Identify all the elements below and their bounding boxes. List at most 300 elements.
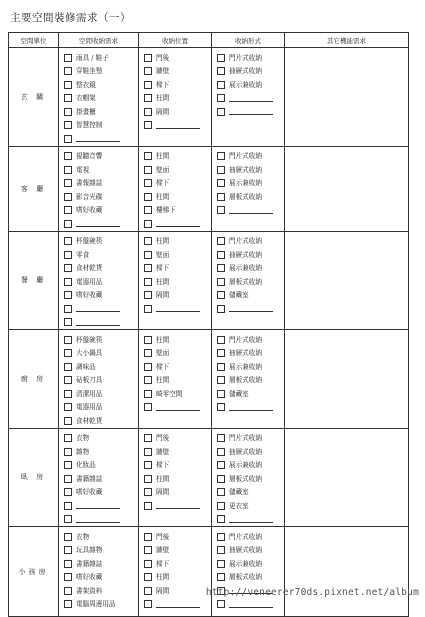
- checkbox-icon[interactable]: [144, 305, 152, 313]
- option-label: 樑下: [156, 559, 170, 568]
- checkbox-option[interactable]: [217, 150, 284, 164]
- checkbox-icon[interactable]: [64, 587, 72, 595]
- option-label: 展示兼收納: [229, 80, 262, 89]
- checkbox-icon[interactable]: [217, 67, 225, 75]
- forms-cell: [212, 146, 285, 231]
- checkbox-icon[interactable]: [64, 179, 72, 187]
- checkbox-option[interactable]: [144, 51, 211, 65]
- checkbox-icon[interactable]: [64, 305, 72, 313]
- checkbox-option[interactable]: [217, 105, 284, 119]
- blank-fill-line[interactable]: [229, 95, 273, 102]
- checkbox-icon[interactable]: [144, 94, 152, 102]
- option-label: 抽屜式收納: [229, 546, 262, 555]
- checkbox-icon[interactable]: [144, 488, 152, 496]
- checkbox-icon[interactable]: [217, 448, 225, 456]
- option-label: 書報雜誌: [76, 179, 103, 188]
- checkbox-icon[interactable]: [144, 573, 152, 581]
- table-body: [9, 48, 409, 617]
- checkbox-icon[interactable]: [144, 67, 152, 75]
- checkbox-option[interactable]: [217, 387, 284, 401]
- checkbox-icon[interactable]: [64, 417, 72, 425]
- checkbox-option[interactable]: [144, 499, 211, 513]
- checkbox-icon[interactable]: [144, 81, 152, 89]
- checkbox-option[interactable]: [64, 414, 138, 428]
- checkbox-option[interactable]: [64, 333, 138, 347]
- checkbox-option[interactable]: [217, 92, 284, 106]
- checkbox-option[interactable]: [217, 190, 284, 204]
- checkbox-option[interactable]: [217, 530, 284, 544]
- checkbox-icon[interactable]: [64, 488, 72, 496]
- checkbox-icon[interactable]: [64, 515, 72, 523]
- checkbox-option[interactable]: [64, 459, 138, 473]
- blank-fill-line[interactable]: [156, 502, 200, 509]
- checkbox-option[interactable]: [64, 486, 138, 500]
- checkbox-option[interactable]: [144, 92, 211, 106]
- option-label: 嗜好收藏: [76, 488, 103, 497]
- checkbox-icon[interactable]: [64, 573, 72, 581]
- checkbox-option[interactable]: [217, 51, 284, 65]
- option-label: 層板式收納: [229, 474, 262, 483]
- checkbox-option[interactable]: [144, 177, 211, 191]
- checkbox-icon[interactable]: [64, 94, 72, 102]
- checkbox-option[interactable]: [144, 333, 211, 347]
- checkbox-icon[interactable]: [217, 278, 225, 286]
- checkbox-icon[interactable]: [64, 81, 72, 89]
- checkbox-icon[interactable]: [217, 363, 225, 371]
- checkbox-icon[interactable]: [217, 237, 225, 245]
- checkbox-icon[interactable]: [64, 237, 72, 245]
- option-label: 杯盤碗筷: [76, 237, 103, 246]
- checkbox-icon[interactable]: [64, 121, 72, 129]
- checkbox-icon[interactable]: [64, 475, 72, 483]
- checkbox-option[interactable]: [64, 204, 138, 218]
- checkbox-icon[interactable]: [64, 363, 72, 371]
- checkbox-option[interactable]: [64, 360, 138, 374]
- checkbox-option[interactable]: [64, 190, 138, 204]
- checkbox-option[interactable]: [217, 432, 284, 446]
- checkbox-option[interactable]: [144, 65, 211, 79]
- checkbox-icon[interactable]: [217, 573, 225, 581]
- room-name: 客 廳: [9, 146, 59, 231]
- checkbox-icon[interactable]: [217, 305, 225, 313]
- checkbox-icon[interactable]: [144, 121, 152, 129]
- checkbox-icon[interactable]: [64, 560, 72, 568]
- checkbox-option[interactable]: [64, 132, 138, 146]
- header-row: [9, 33, 409, 48]
- checkbox-option[interactable]: [64, 347, 138, 361]
- checkbox-icon[interactable]: [64, 403, 72, 411]
- checkbox-icon[interactable]: [217, 475, 225, 483]
- checkbox-option[interactable]: [144, 530, 211, 544]
- checkbox-option[interactable]: [64, 248, 138, 262]
- checkbox-icon[interactable]: [217, 54, 225, 62]
- checkbox-icon[interactable]: [217, 403, 225, 411]
- checkbox-icon[interactable]: [217, 533, 225, 541]
- checkbox-option[interactable]: [64, 571, 138, 585]
- option-label: 嗜好收藏: [76, 206, 103, 215]
- forms-cell: [212, 231, 285, 330]
- checkbox-icon[interactable]: [64, 152, 72, 160]
- option-label: 電器用品: [76, 403, 103, 412]
- checkbox-option[interactable]: [144, 262, 211, 276]
- checkbox-icon[interactable]: [144, 152, 152, 160]
- checkbox-icon[interactable]: [64, 54, 72, 62]
- checkbox-icon[interactable]: [217, 81, 225, 89]
- other-functions-cell[interactable]: [285, 231, 409, 330]
- blank-fill-line[interactable]: [76, 220, 120, 227]
- checkbox-option[interactable]: [144, 584, 211, 598]
- checkbox-icon[interactable]: [144, 291, 152, 299]
- blank-fill-line[interactable]: [156, 305, 200, 312]
- checkbox-icon[interactable]: [144, 108, 152, 116]
- checkbox-option[interactable]: [64, 51, 138, 65]
- section-row: [9, 48, 409, 147]
- checkbox-icon[interactable]: [144, 336, 152, 344]
- option-label: 門後: [156, 532, 170, 541]
- checkbox-option[interactable]: [144, 248, 211, 262]
- checkbox-option[interactable]: [144, 472, 211, 486]
- checkbox-icon[interactable]: [144, 461, 152, 469]
- checkbox-icon[interactable]: [217, 206, 225, 214]
- room-name: 玄 關: [9, 48, 59, 147]
- option-label: 抽屜式收納: [229, 447, 262, 456]
- checkbox-icon[interactable]: [144, 206, 152, 214]
- option-label: 柱間: [156, 335, 170, 344]
- option-label: 隔間: [156, 586, 170, 595]
- checkbox-icon[interactable]: [64, 390, 72, 398]
- checkbox-option[interactable]: [217, 275, 284, 289]
- checkbox-option[interactable]: [144, 387, 211, 401]
- checkbox-option[interactable]: [217, 486, 284, 500]
- checkbox-option[interactable]: [217, 65, 284, 79]
- option-label: 儲藏室: [229, 291, 249, 300]
- checkbox-option[interactable]: [64, 163, 138, 177]
- blank-fill-line[interactable]: [156, 601, 200, 608]
- blank-fill-line[interactable]: [76, 135, 120, 142]
- checkbox-option[interactable]: [217, 544, 284, 558]
- checkbox-option[interactable]: [217, 499, 284, 513]
- checkbox-icon[interactable]: [64, 264, 72, 272]
- blank-fill-line[interactable]: [76, 502, 120, 509]
- checkbox-icon[interactable]: [217, 336, 225, 344]
- checkbox-icon[interactable]: [64, 600, 72, 608]
- option-label: 更衣室: [229, 501, 249, 510]
- checkbox-icon[interactable]: [64, 166, 72, 174]
- checkbox-icon[interactable]: [144, 278, 152, 286]
- option-label: 書架資料: [76, 586, 103, 595]
- forms-cell: [212, 527, 285, 617]
- blank-fill-line[interactable]: [229, 305, 273, 312]
- option-label: 牆壁: [156, 546, 170, 555]
- checkbox-option[interactable]: [217, 204, 284, 218]
- checkbox-option[interactable]: [217, 78, 284, 92]
- checkbox-icon[interactable]: [64, 108, 72, 116]
- checkbox-icon[interactable]: [144, 546, 152, 554]
- checkbox-option[interactable]: [64, 217, 138, 231]
- checkbox-icon[interactable]: [217, 546, 225, 554]
- positions-cell: [139, 527, 212, 617]
- checkbox-option[interactable]: [144, 544, 211, 558]
- checkbox-icon[interactable]: [64, 502, 72, 510]
- checkbox-option[interactable]: [217, 302, 284, 316]
- checkbox-option[interactable]: [64, 401, 138, 415]
- checkbox-icon[interactable]: [64, 533, 72, 541]
- checkbox-icon[interactable]: [64, 349, 72, 357]
- option-label: 零食: [76, 250, 90, 259]
- checkbox-icon[interactable]: [64, 336, 72, 344]
- checkbox-option[interactable]: [217, 445, 284, 459]
- checkbox-option[interactable]: [144, 360, 211, 374]
- checkbox-icon[interactable]: [217, 179, 225, 187]
- checkbox-option[interactable]: [217, 262, 284, 276]
- option-label: 展示兼收納: [229, 264, 262, 273]
- checkbox-option[interactable]: [64, 557, 138, 571]
- checkbox-icon[interactable]: [64, 448, 72, 456]
- checkbox-option[interactable]: [64, 387, 138, 401]
- checkbox-option[interactable]: [64, 530, 138, 544]
- checkbox-icon[interactable]: [217, 152, 225, 160]
- checkbox-option[interactable]: [217, 472, 284, 486]
- checkbox-icon[interactable]: [217, 376, 225, 384]
- option-label: 雜物: [76, 447, 90, 456]
- forms-cell: [212, 330, 285, 429]
- blank-fill-line[interactable]: [229, 207, 273, 214]
- checkbox-option[interactable]: [144, 486, 211, 500]
- checkbox-icon[interactable]: [64, 67, 72, 75]
- blank-fill-line[interactable]: [229, 404, 273, 411]
- checkbox-icon[interactable]: [217, 600, 225, 608]
- checkbox-icon[interactable]: [64, 546, 72, 554]
- checkbox-option[interactable]: [217, 235, 284, 249]
- checkbox-icon[interactable]: [64, 220, 72, 228]
- checkbox-icon[interactable]: [64, 251, 72, 259]
- option-label: 層板式收納: [229, 277, 262, 286]
- checkbox-icon[interactable]: [64, 318, 72, 326]
- checkbox-icon[interactable]: [64, 291, 72, 299]
- checkbox-icon[interactable]: [144, 237, 152, 245]
- checkbox-icon[interactable]: [217, 108, 225, 116]
- checkbox-icon[interactable]: [217, 251, 225, 259]
- option-label: 抽屜式收納: [229, 67, 262, 76]
- checkbox-icon[interactable]: [64, 376, 72, 384]
- checkbox-icon[interactable]: [64, 461, 72, 469]
- checkbox-icon[interactable]: [144, 434, 152, 442]
- checkbox-icon[interactable]: [144, 448, 152, 456]
- checkbox-option[interactable]: [144, 459, 211, 473]
- checkbox-icon[interactable]: [144, 376, 152, 384]
- checkbox-option[interactable]: [64, 472, 138, 486]
- option-label: 影音光碟: [76, 192, 103, 201]
- checkbox-option[interactable]: [64, 302, 138, 316]
- option-label: 門片式收納: [229, 237, 262, 246]
- checkbox-icon[interactable]: [217, 349, 225, 357]
- checkbox-option[interactable]: [64, 92, 138, 106]
- blank-fill-line[interactable]: [156, 122, 200, 129]
- other-functions-cell[interactable]: [285, 428, 409, 527]
- checkbox-icon[interactable]: [217, 434, 225, 442]
- checkbox-icon[interactable]: [64, 206, 72, 214]
- checkbox-option[interactable]: [64, 235, 138, 249]
- blank-fill-line[interactable]: [229, 516, 273, 523]
- checkbox-option[interactable]: [217, 401, 284, 415]
- option-label: 層板式收納: [229, 573, 262, 582]
- checkbox-option[interactable]: [217, 571, 284, 585]
- option-label: 衣物: [76, 434, 90, 443]
- other-functions-cell[interactable]: [285, 146, 409, 231]
- checkbox-option[interactable]: [64, 65, 138, 79]
- checkbox-option[interactable]: [144, 557, 211, 571]
- checkbox-icon[interactable]: [217, 461, 225, 469]
- option-label: 門片式收納: [229, 53, 262, 62]
- checkbox-option[interactable]: [217, 557, 284, 571]
- checkbox-icon[interactable]: [144, 193, 152, 201]
- checkbox-option[interactable]: [217, 163, 284, 177]
- option-label: 電器用品: [76, 277, 103, 286]
- checkbox-option[interactable]: [64, 445, 138, 459]
- checkbox-icon[interactable]: [217, 515, 225, 523]
- checkbox-icon[interactable]: [144, 220, 152, 228]
- checkbox-option[interactable]: [64, 78, 138, 92]
- checkbox-icon[interactable]: [64, 135, 72, 143]
- other-functions-cell[interactable]: [285, 48, 409, 147]
- needs-cell: [59, 428, 139, 527]
- other-functions-cell[interactable]: [285, 527, 409, 617]
- checkbox-icon[interactable]: [144, 403, 152, 411]
- checkbox-option[interactable]: [64, 105, 138, 119]
- checkbox-icon[interactable]: [144, 349, 152, 357]
- checkbox-option[interactable]: [217, 513, 284, 527]
- checkbox-icon[interactable]: [217, 560, 225, 568]
- other-functions-cell[interactable]: [285, 330, 409, 429]
- checkbox-option[interactable]: [144, 119, 211, 133]
- checkbox-option[interactable]: [144, 150, 211, 164]
- checkbox-option[interactable]: [217, 459, 284, 473]
- blank-fill-line[interactable]: [76, 319, 120, 326]
- checkbox-option[interactable]: [217, 374, 284, 388]
- checkbox-icon[interactable]: [144, 54, 152, 62]
- checkbox-option[interactable]: [144, 374, 211, 388]
- checkbox-option[interactable]: [64, 544, 138, 558]
- checkbox-option[interactable]: [64, 150, 138, 164]
- option-label: 柱間: [156, 192, 170, 201]
- checkbox-icon[interactable]: [144, 264, 152, 272]
- checkbox-icon[interactable]: [144, 363, 152, 371]
- option-label: 隔間: [156, 488, 170, 497]
- checkbox-option[interactable]: [217, 347, 284, 361]
- checkbox-option[interactable]: [64, 584, 138, 598]
- checkbox-icon[interactable]: [217, 94, 225, 102]
- checkbox-option[interactable]: [144, 401, 211, 415]
- section-row: [9, 527, 409, 617]
- checkbox-icon[interactable]: [144, 600, 152, 608]
- checkbox-option[interactable]: [217, 248, 284, 262]
- checkbox-option[interactable]: [144, 302, 211, 316]
- blank-fill-line[interactable]: [229, 601, 273, 608]
- room-name: 廚 房: [9, 330, 59, 429]
- checkbox-option[interactable]: [217, 333, 284, 347]
- checkbox-icon[interactable]: [64, 434, 72, 442]
- checkbox-icon[interactable]: [144, 475, 152, 483]
- checkbox-icon[interactable]: [144, 560, 152, 568]
- checkbox-option[interactable]: [144, 78, 211, 92]
- checkbox-option[interactable]: [64, 316, 138, 330]
- checkbox-option[interactable]: [64, 513, 138, 527]
- checkbox-option[interactable]: [64, 499, 138, 513]
- checkbox-option[interactable]: [144, 235, 211, 249]
- option-label: 門片式收納: [229, 335, 262, 344]
- checkbox-option[interactable]: [144, 289, 211, 303]
- option-label: 展示兼收納: [229, 559, 262, 568]
- checkbox-option[interactable]: [144, 204, 211, 218]
- checkbox-option[interactable]: [64, 275, 138, 289]
- option-label: 隔間: [156, 291, 170, 300]
- section-row: [9, 146, 409, 231]
- option-label: 抽屜式收納: [229, 349, 262, 358]
- checkbox-icon[interactable]: [64, 278, 72, 286]
- checkbox-option[interactable]: [64, 262, 138, 276]
- option-label: 畸零空間: [156, 389, 183, 398]
- checkbox-icon[interactable]: [64, 193, 72, 201]
- option-label: 調味品: [76, 362, 96, 371]
- checkbox-icon[interactable]: [144, 533, 152, 541]
- checkbox-option[interactable]: [64, 432, 138, 446]
- blank-fill-line[interactable]: [76, 305, 120, 312]
- checkbox-icon[interactable]: [144, 502, 152, 510]
- checkbox-icon[interactable]: [217, 488, 225, 496]
- checkbox-option[interactable]: [144, 163, 211, 177]
- checkbox-icon[interactable]: [144, 251, 152, 259]
- checkbox-icon[interactable]: [217, 264, 225, 272]
- checkbox-icon[interactable]: [217, 291, 225, 299]
- checkbox-option[interactable]: [144, 105, 211, 119]
- blank-fill-line[interactable]: [156, 220, 200, 227]
- checkbox-icon[interactable]: [217, 502, 225, 510]
- blank-fill-line[interactable]: [156, 404, 200, 411]
- option-label: 雨具 / 鞋子: [76, 53, 109, 62]
- checkbox-option[interactable]: [144, 190, 211, 204]
- checkbox-icon[interactable]: [144, 166, 152, 174]
- option-label: 衣物: [76, 532, 90, 541]
- blank-fill-line[interactable]: [76, 516, 120, 523]
- checkbox-option[interactable]: [144, 217, 211, 231]
- checkbox-option[interactable]: [144, 432, 211, 446]
- checkbox-icon[interactable]: [144, 390, 152, 398]
- positions-cell: [139, 231, 212, 330]
- checkbox-option[interactable]: [217, 360, 284, 374]
- option-label: 電腦周邊用品: [76, 600, 116, 609]
- checkbox-option[interactable]: [144, 571, 211, 585]
- checkbox-option[interactable]: [217, 177, 284, 191]
- option-label: 化妝品: [76, 461, 96, 470]
- checkbox-option[interactable]: [64, 289, 138, 303]
- checkbox-option[interactable]: [144, 445, 211, 459]
- checkbox-icon[interactable]: [144, 179, 152, 187]
- checkbox-option[interactable]: [64, 374, 138, 388]
- checkbox-icon[interactable]: [217, 390, 225, 398]
- option-label: 穿鞋坐墊: [76, 67, 103, 76]
- checkbox-option[interactable]: [144, 275, 211, 289]
- blank-fill-line[interactable]: [229, 108, 273, 115]
- checkbox-option[interactable]: [64, 177, 138, 191]
- checkbox-option[interactable]: [64, 119, 138, 133]
- option-label: 電視: [76, 165, 90, 174]
- checkbox-option[interactable]: [217, 289, 284, 303]
- checkbox-icon[interactable]: [217, 193, 225, 201]
- option-label: 柱間: [156, 277, 170, 286]
- checkbox-option[interactable]: [144, 347, 211, 361]
- checkbox-icon[interactable]: [144, 587, 152, 595]
- checkbox-icon[interactable]: [217, 166, 225, 174]
